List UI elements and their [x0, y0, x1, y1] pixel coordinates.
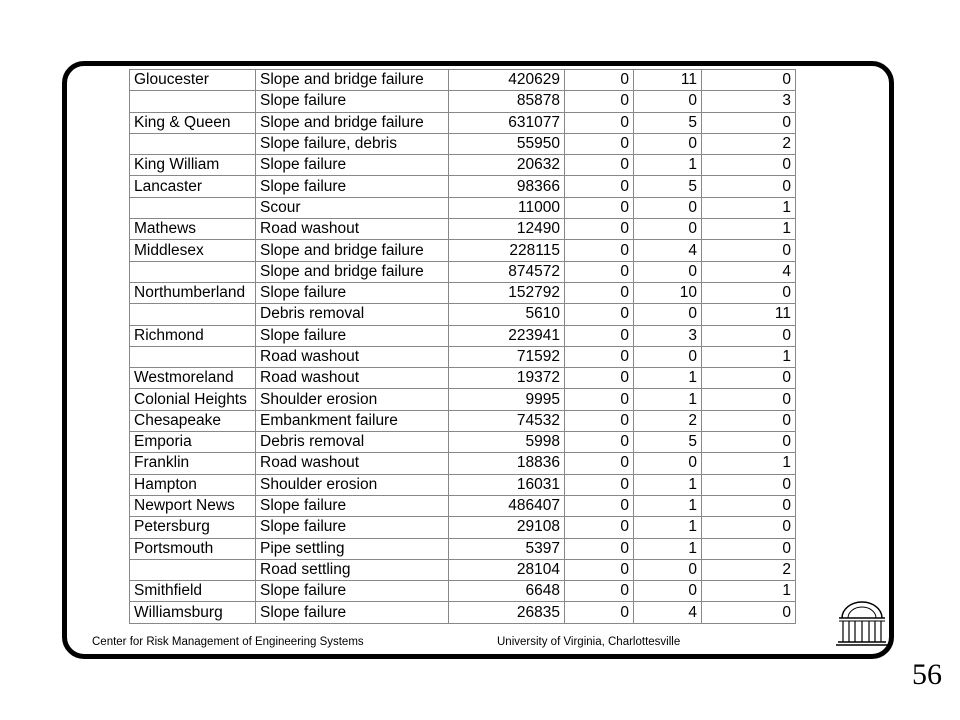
damage-type-cell: Road washout [256, 219, 449, 240]
value-cell-c: 1 [702, 453, 796, 474]
value-cell-a: 0 [565, 346, 634, 367]
footer-organization: Center for Risk Management of Engineering Systems [92, 636, 364, 648]
amount-cell: 26835 [449, 602, 565, 623]
value-cell-c: 0 [702, 432, 796, 453]
value-cell-b: 5 [634, 432, 702, 453]
value-cell-b: 4 [634, 240, 702, 261]
table-row [130, 197, 796, 218]
table-row [130, 240, 796, 261]
value-cell-c: 1 [702, 581, 796, 602]
amount-cell: 74532 [449, 410, 565, 431]
value-cell-b: 1 [634, 155, 702, 176]
value-cell-a: 0 [565, 282, 634, 303]
value-cell-c: 2 [702, 133, 796, 154]
value-cell-a: 0 [565, 91, 634, 112]
value-cell-c: 0 [702, 112, 796, 133]
amount-cell: 71592 [449, 346, 565, 367]
value-cell-a: 0 [565, 133, 634, 154]
value-cell-c: 0 [702, 70, 796, 91]
value-cell-a: 0 [565, 197, 634, 218]
amount-cell: 98366 [449, 176, 565, 197]
amount-cell: 19372 [449, 368, 565, 389]
damage-type-cell: Road washout [256, 453, 449, 474]
locality-cell [130, 261, 256, 282]
value-cell-c: 1 [702, 219, 796, 240]
damage-type-cell: Debris removal [256, 432, 449, 453]
amount-cell: 223941 [449, 325, 565, 346]
rotunda-icon [836, 598, 888, 648]
damage-type-cell: Road washout [256, 346, 449, 367]
locality-cell: Northumberland [130, 282, 256, 303]
value-cell-b: 3 [634, 325, 702, 346]
amount-cell: 631077 [449, 112, 565, 133]
value-cell-c: 0 [702, 240, 796, 261]
value-cell-c: 4 [702, 261, 796, 282]
locality-cell: Hampton [130, 474, 256, 495]
damage-type-cell: Shoulder erosion [256, 474, 449, 495]
value-cell-b: 0 [634, 219, 702, 240]
value-cell-c: 11 [702, 304, 796, 325]
table-row [130, 155, 796, 176]
value-cell-c: 0 [702, 282, 796, 303]
value-cell-b: 0 [634, 91, 702, 112]
amount-cell: 152792 [449, 282, 565, 303]
value-cell-b: 0 [634, 304, 702, 325]
damage-type-cell: Slope and bridge failure [256, 112, 449, 133]
locality-cell: Gloucester [130, 70, 256, 91]
value-cell-a: 0 [565, 474, 634, 495]
table-row [130, 495, 796, 516]
value-cell-b: 1 [634, 389, 702, 410]
table-row [130, 70, 796, 91]
amount-cell: 874572 [449, 261, 565, 282]
locality-cell [130, 346, 256, 367]
value-cell-a: 0 [565, 219, 634, 240]
value-cell-b: 0 [634, 581, 702, 602]
value-cell-c: 0 [702, 517, 796, 538]
locality-cell: King William [130, 155, 256, 176]
damage-type-cell: Road settling [256, 559, 449, 580]
value-cell-b: 0 [634, 346, 702, 367]
locality-cell: Newport News [130, 495, 256, 516]
table-row [130, 474, 796, 495]
locality-cell: Portsmouth [130, 538, 256, 559]
value-cell-a: 0 [565, 112, 634, 133]
value-cell-a: 0 [565, 432, 634, 453]
locality-cell: Colonial Heights [130, 389, 256, 410]
value-cell-c: 0 [702, 474, 796, 495]
locality-cell: Emporia [130, 432, 256, 453]
value-cell-b: 2 [634, 410, 702, 431]
table-row [130, 261, 796, 282]
value-cell-a: 0 [565, 389, 634, 410]
value-cell-b: 1 [634, 538, 702, 559]
table-row [130, 410, 796, 431]
locality-cell: Smithfield [130, 581, 256, 602]
value-cell-b: 0 [634, 261, 702, 282]
value-cell-a: 0 [565, 368, 634, 389]
value-cell-c: 0 [702, 155, 796, 176]
amount-cell: 29108 [449, 517, 565, 538]
value-cell-a: 0 [565, 70, 634, 91]
value-cell-a: 0 [565, 602, 634, 623]
value-cell-b: 1 [634, 474, 702, 495]
damage-type-cell: Slope failure, debris [256, 133, 449, 154]
damage-type-cell: Slope failure [256, 91, 449, 112]
damage-type-cell: Slope failure [256, 495, 449, 516]
value-cell-a: 0 [565, 304, 634, 325]
amount-cell: 5610 [449, 304, 565, 325]
damage-type-cell: Slope failure [256, 602, 449, 623]
value-cell-a: 0 [565, 453, 634, 474]
value-cell-a: 0 [565, 581, 634, 602]
value-cell-c: 0 [702, 410, 796, 431]
damage-type-cell: Slope and bridge failure [256, 240, 449, 261]
locality-cell: Westmoreland [130, 368, 256, 389]
table-row [130, 176, 796, 197]
amount-cell: 16031 [449, 474, 565, 495]
table-row [130, 602, 796, 623]
amount-cell: 85878 [449, 91, 565, 112]
amount-cell: 5998 [449, 432, 565, 453]
table-body [130, 70, 796, 624]
damage-type-cell: Embankment failure [256, 410, 449, 431]
value-cell-b: 10 [634, 282, 702, 303]
table-row [130, 368, 796, 389]
damage-type-cell: Slope failure [256, 176, 449, 197]
locality-cell: Petersburg [130, 517, 256, 538]
locality-cell: Williamsburg [130, 602, 256, 623]
damage-type-cell: Slope failure [256, 517, 449, 538]
value-cell-a: 0 [565, 261, 634, 282]
value-cell-a: 0 [565, 325, 634, 346]
amount-cell: 228115 [449, 240, 565, 261]
amount-cell: 6648 [449, 581, 565, 602]
amount-cell: 12490 [449, 219, 565, 240]
table-row [130, 389, 796, 410]
value-cell-c: 0 [702, 389, 796, 410]
amount-cell: 9995 [449, 389, 565, 410]
table-row [130, 282, 796, 303]
locality-cell: Middlesex [130, 240, 256, 261]
locality-cell [130, 91, 256, 112]
damage-type-cell: Road washout [256, 368, 449, 389]
value-cell-c: 0 [702, 325, 796, 346]
locality-cell [130, 304, 256, 325]
value-cell-a: 0 [565, 495, 634, 516]
value-cell-b: 0 [634, 453, 702, 474]
value-cell-b: 1 [634, 368, 702, 389]
damage-type-cell: Slope failure [256, 325, 449, 346]
locality-cell [130, 559, 256, 580]
value-cell-b: 5 [634, 176, 702, 197]
value-cell-b: 0 [634, 133, 702, 154]
value-cell-a: 0 [565, 559, 634, 580]
table-row [130, 219, 796, 240]
locality-cell: Franklin [130, 453, 256, 474]
table-row [130, 538, 796, 559]
table-row [130, 559, 796, 580]
table-row [130, 325, 796, 346]
table-row [130, 91, 796, 112]
data-table [129, 69, 796, 624]
locality-cell: King & Queen [130, 112, 256, 133]
value-cell-a: 0 [565, 517, 634, 538]
locality-cell: Chesapeake [130, 410, 256, 431]
locality-cell: Mathews [130, 219, 256, 240]
value-cell-a: 0 [565, 176, 634, 197]
table-row [130, 581, 796, 602]
amount-cell: 486407 [449, 495, 565, 516]
value-cell-b: 0 [634, 559, 702, 580]
table-row [130, 346, 796, 367]
table-row [130, 453, 796, 474]
locality-cell [130, 133, 256, 154]
value-cell-b: 1 [634, 495, 702, 516]
value-cell-c: 0 [702, 176, 796, 197]
value-cell-c: 3 [702, 91, 796, 112]
damage-type-cell: Pipe settling [256, 538, 449, 559]
value-cell-a: 0 [565, 538, 634, 559]
value-cell-c: 0 [702, 368, 796, 389]
amount-cell: 420629 [449, 70, 565, 91]
locality-cell [130, 197, 256, 218]
value-cell-c: 0 [702, 602, 796, 623]
value-cell-b: 11 [634, 70, 702, 91]
table-row [130, 432, 796, 453]
damage-type-cell: Slope and bridge failure [256, 70, 449, 91]
damage-type-cell: Slope failure [256, 282, 449, 303]
table-row [130, 112, 796, 133]
locality-cell: Lancaster [130, 176, 256, 197]
value-cell-a: 0 [565, 410, 634, 431]
amount-cell: 20632 [449, 155, 565, 176]
value-cell-b: 1 [634, 517, 702, 538]
damage-type-cell: Debris removal [256, 304, 449, 325]
damage-type-cell: Slope failure [256, 581, 449, 602]
page-number: 56 [912, 658, 942, 691]
damage-type-cell: Slope failure [256, 155, 449, 176]
damage-type-cell: Shoulder erosion [256, 389, 449, 410]
table-row [130, 304, 796, 325]
value-cell-c: 1 [702, 346, 796, 367]
damage-type-cell: Scour [256, 197, 449, 218]
value-cell-c: 1 [702, 197, 796, 218]
table-row [130, 517, 796, 538]
footer-university: University of Virginia, Charlottesville [497, 636, 681, 648]
damage-type-cell: Slope and bridge failure [256, 261, 449, 282]
amount-cell: 5397 [449, 538, 565, 559]
amount-cell: 11000 [449, 197, 565, 218]
table-row [130, 133, 796, 154]
value-cell-a: 0 [565, 155, 634, 176]
amount-cell: 55950 [449, 133, 565, 154]
value-cell-b: 5 [634, 112, 702, 133]
locality-cell: Richmond [130, 325, 256, 346]
value-cell-c: 0 [702, 538, 796, 559]
value-cell-b: 4 [634, 602, 702, 623]
amount-cell: 28104 [449, 559, 565, 580]
value-cell-c: 0 [702, 495, 796, 516]
value-cell-a: 0 [565, 240, 634, 261]
amount-cell: 18836 [449, 453, 565, 474]
value-cell-b: 0 [634, 197, 702, 218]
value-cell-c: 2 [702, 559, 796, 580]
